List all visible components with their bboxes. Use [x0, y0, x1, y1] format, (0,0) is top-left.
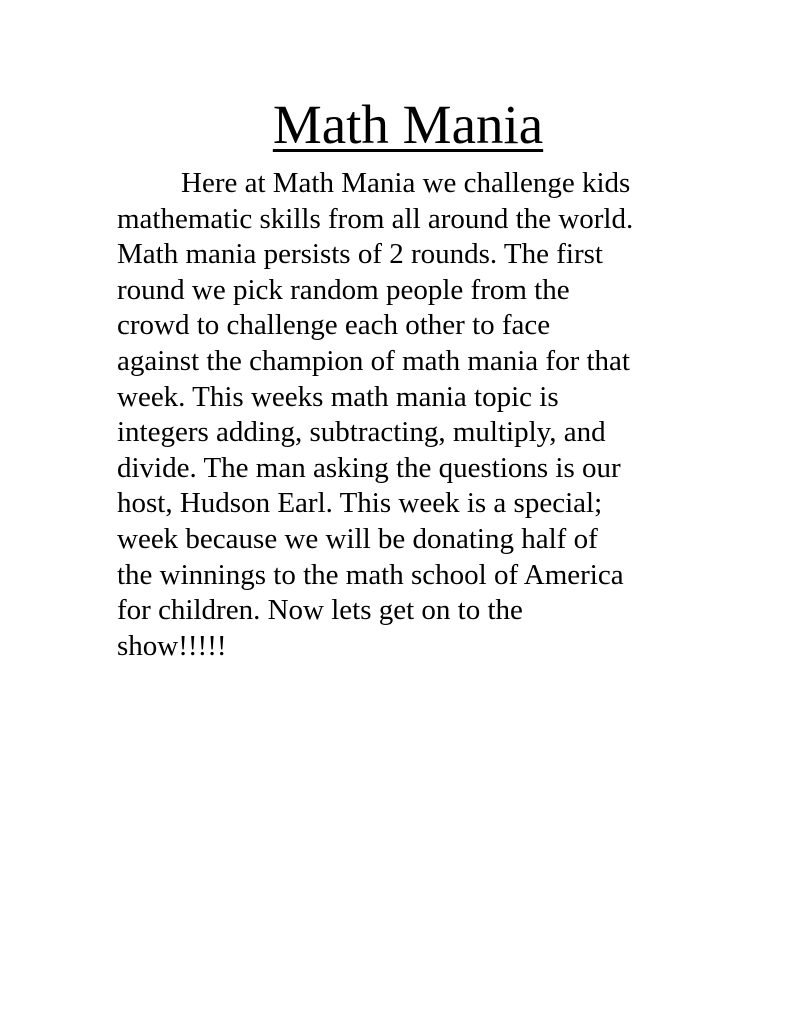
- title-text: Math Mania: [272, 94, 544, 155]
- body-line: Math mania persists of 2 rounds. The first: [117, 238, 603, 271]
- body-line: divide. The man asking the questions is our: [117, 451, 621, 484]
- body-line: crowd to challenge each other to face: [117, 309, 551, 342]
- body-line: mathematic skills from all around the world.: [117, 202, 634, 235]
- body-line: round we pick random people from the: [117, 273, 570, 306]
- body-line: integers adding, subtracting, multiply, and: [117, 416, 606, 449]
- body-line: week. This weeks math mania topic is: [117, 380, 559, 413]
- body-line: Here at Math Mania we challenge kids: [181, 167, 631, 199]
- body-line: show!!!!!: [117, 629, 227, 662]
- body-line: against the champion of math mania for that: [117, 344, 630, 377]
- document-body: [117, 166, 697, 664]
- document-title: [0, 93, 791, 157]
- body-line: the winnings to the math school of America: [117, 558, 624, 591]
- body-line: week because we will be donating half of: [117, 522, 598, 555]
- body-line: host, Hudson Earl. This week is a special;: [117, 487, 603, 520]
- body-line: for children. Now lets get on to the: [117, 594, 523, 627]
